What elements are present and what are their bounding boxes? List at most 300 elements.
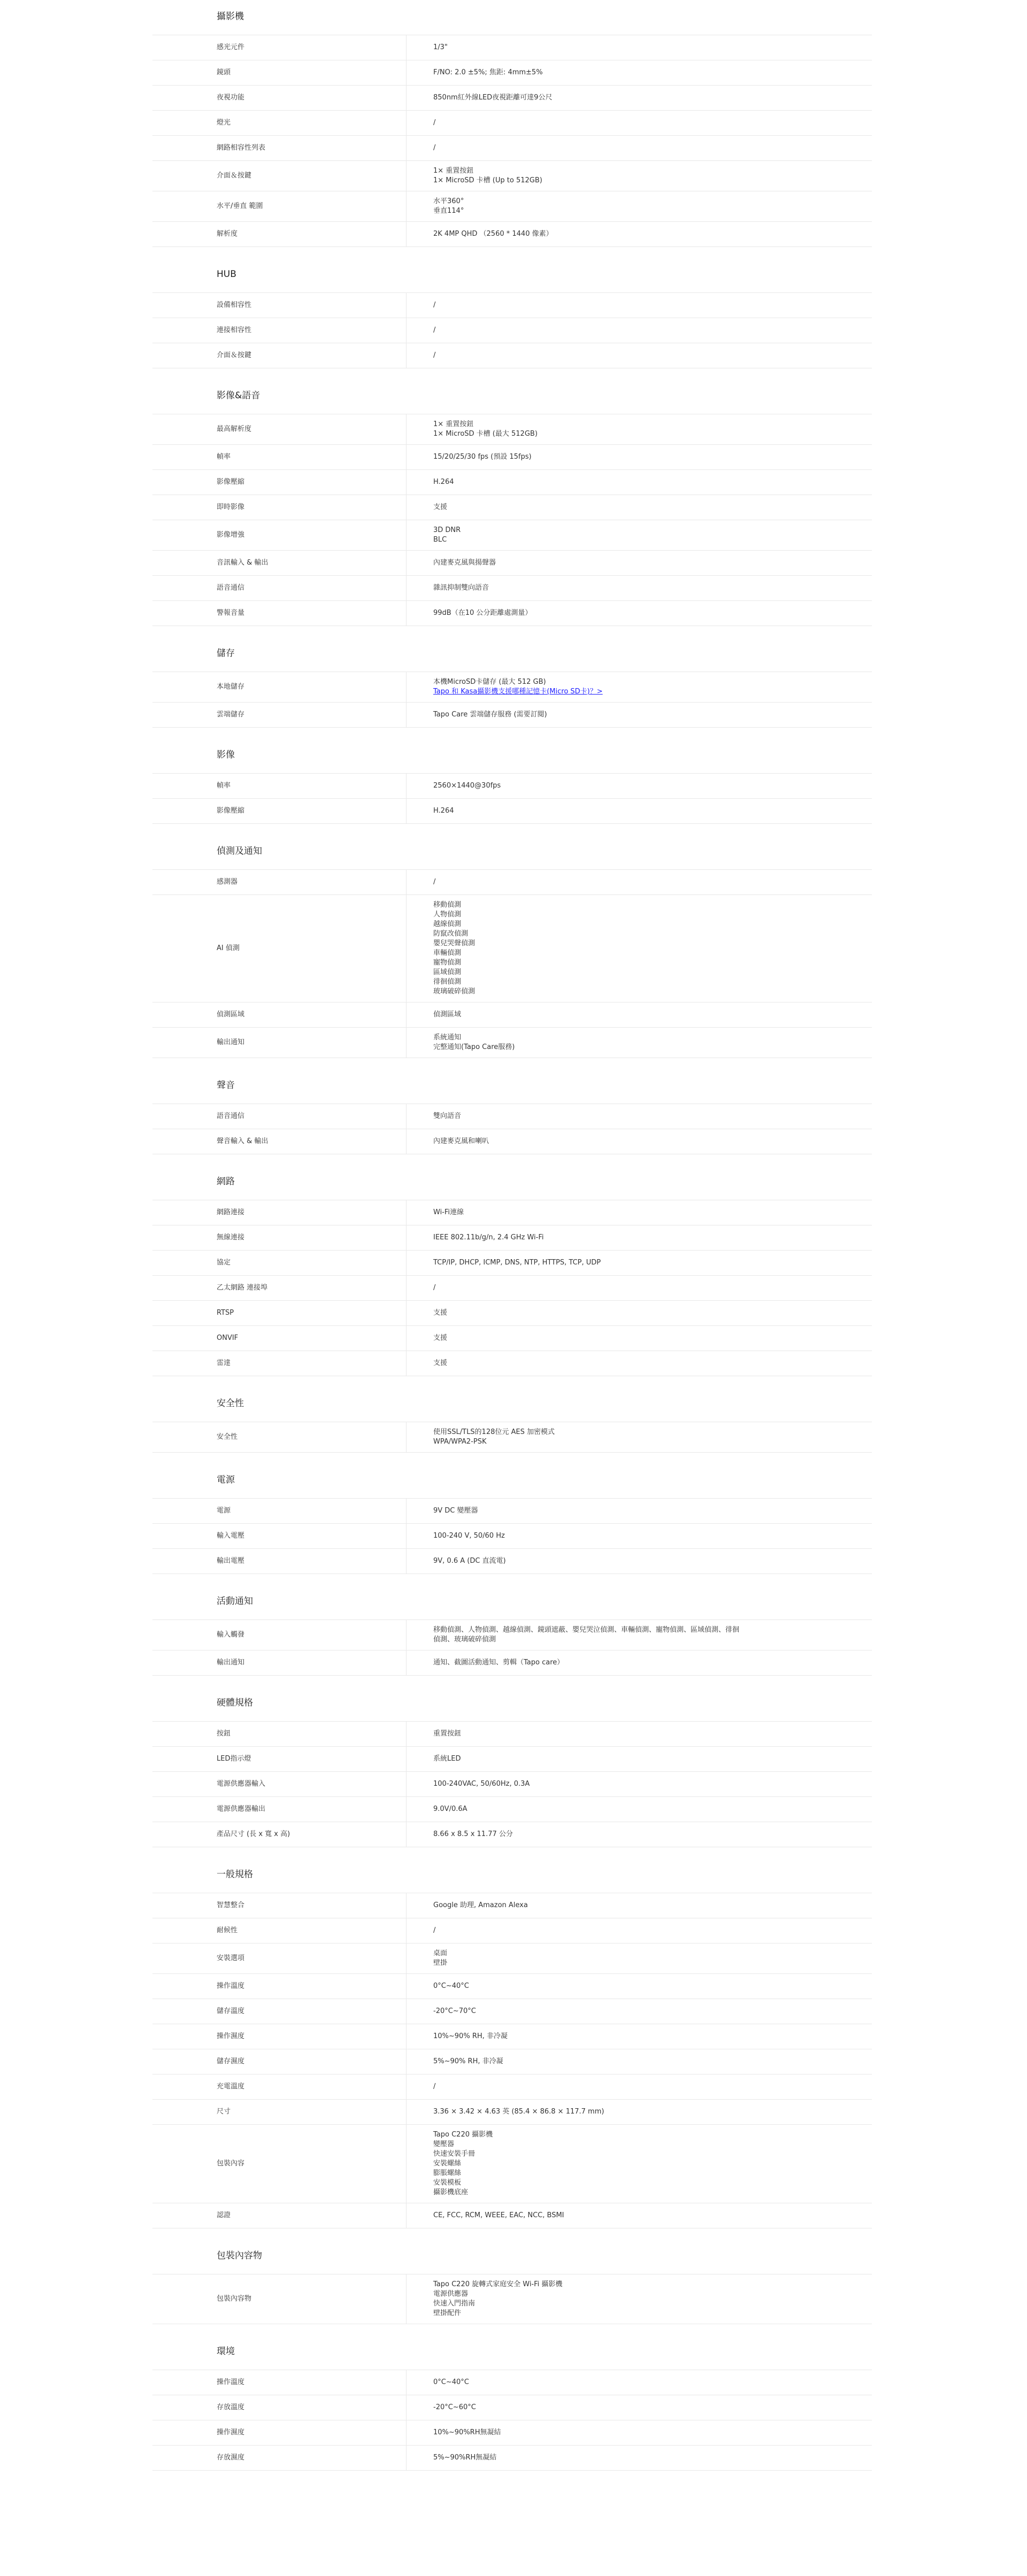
spec-value [407, 1351, 872, 1376]
spec-value [407, 1422, 872, 1452]
spec-label: 感光元件 [152, 35, 407, 60]
spec-value [407, 1225, 872, 1250]
spec-value-line: 1× 重置按鈕 [433, 420, 474, 428]
spec-value-line: IEEE 802.11b/g/n, 2.4 GHz Wi-Fi [433, 1233, 544, 1241]
spec-section [152, 1697, 872, 1847]
spec-label: 電源供應器輸入 [152, 1772, 407, 1796]
spec-section [152, 1474, 872, 1574]
spec-row [152, 1028, 872, 1058]
section-title: 安全性 [152, 1398, 872, 1422]
spec-label: 包裝內容 [152, 2125, 407, 2203]
spec-value [407, 470, 872, 495]
spec-value [407, 1974, 872, 1999]
spec-value-line: 完整通知(Tapo Care服務) [433, 1043, 515, 1051]
spec-label: 輸出電壓 [152, 1549, 407, 1574]
section-title: 環境 [152, 2346, 872, 2370]
spec-value-line: 越線偵測 [433, 920, 462, 928]
spec-row [152, 35, 872, 60]
spec-value [407, 1104, 872, 1129]
spec-row [152, 2274, 872, 2324]
spec-section [152, 1869, 872, 2228]
spec-row [152, 161, 872, 191]
spec-value [407, 2100, 872, 2124]
spec-section [152, 749, 872, 824]
spec-value-line: 重置按鈕 [433, 1730, 462, 1738]
spec-value-line: 變壓器 [433, 2140, 455, 2148]
spec-row [152, 1651, 872, 1676]
spec-label: 產品尺寸 (長 x 寬 x 高) [152, 1822, 407, 1847]
spec-label: 輸出通知 [152, 1028, 407, 1058]
spec-label: 充電溫度 [152, 2074, 407, 2099]
section-title: 電源 [152, 1474, 872, 1499]
spec-label: 網路連接 [152, 1200, 407, 1225]
spec-value-line: 玻璃破碎偵測 [433, 988, 476, 996]
spec-section [152, 647, 872, 728]
spec-row [152, 1251, 872, 1276]
spec-value-line: 快速安裝手冊 [433, 2150, 476, 2158]
spec-section [152, 268, 872, 368]
spec-section [152, 1398, 872, 1453]
spec-value [407, 222, 872, 246]
spec-value [407, 870, 872, 894]
spec-row [152, 2024, 872, 2049]
spec-label: 輸入觸發 [152, 1620, 407, 1650]
spec-value-line: TCP/IP, DHCP, ICMP, DNS, NTP, HTTPS, TCP, UDP [433, 1259, 601, 1267]
spec-value [407, 2395, 872, 2420]
spec-label: 安裝選項 [152, 1943, 407, 1973]
spec-label: 存放濕度 [152, 2446, 407, 2470]
spec-label: 智慧整合 [152, 1893, 407, 1918]
spec-value [407, 1797, 872, 1822]
section-title: 硬體規格 [152, 1697, 872, 1722]
spec-label: 音訊輸入 & 輸出 [152, 551, 407, 575]
spec-label: 儲存溫度 [152, 1999, 407, 2024]
spec-row [152, 2049, 872, 2074]
spec-label: 操作濕度 [152, 2420, 407, 2445]
spec-value-line: 通知、截圖活動通知、剪輯（Tapo care） [433, 1659, 564, 1667]
spec-row [152, 222, 872, 247]
spec-value-line: 3D DNR [433, 526, 461, 534]
spec-value-line: 0°C~40°C [433, 1982, 469, 1990]
spec-row [152, 1797, 872, 1822]
spec-value [407, 1499, 872, 1523]
spec-value-line: CE, FCC, RCM, WEEE, EAC, NCC, BSMI [433, 2211, 564, 2219]
spec-row [152, 2420, 872, 2446]
spec-value-line: / [433, 326, 436, 334]
spec-row [152, 1276, 872, 1301]
spec-value-line: 系統通知 [433, 1034, 462, 1042]
spec-value-line: Wi-Fi連線 [433, 1208, 464, 1216]
spec-row [152, 774, 872, 799]
spec-value-line: 垂直114° [433, 207, 464, 215]
spec-row [152, 601, 872, 626]
spec-row [152, 1893, 872, 1918]
spec-value [407, 2274, 872, 2324]
spec-value-line: 支援 [433, 503, 448, 511]
spec-value [407, 2370, 872, 2395]
spec-value-line: 壁掛 [433, 1959, 448, 1967]
spec-row [152, 495, 872, 520]
spec-value-line: / [433, 351, 436, 359]
spec-label: 存放溫度 [152, 2395, 407, 2420]
spec-value [407, 1002, 872, 1027]
spec-row [152, 1225, 872, 1251]
spec-value [407, 1129, 872, 1154]
spec-row [152, 551, 872, 576]
spec-value-line: 安裝模板 [433, 2179, 462, 2187]
spec-label: RTSP [152, 1301, 407, 1325]
spec-value-line: 人物偵測 [433, 911, 462, 919]
spec-value-line: / [433, 1926, 436, 1934]
section-title: 一般規格 [152, 1869, 872, 1893]
spec-value [407, 2446, 872, 2470]
spec-value-line: 支援 [433, 1359, 448, 1367]
spec-section [152, 1079, 872, 1154]
spec-value-line: 雙向語音 [433, 1112, 462, 1120]
spec-value [407, 1772, 872, 1796]
spec-row [152, 2074, 872, 2100]
spec-row [152, 2100, 872, 2125]
spec-value [407, 293, 872, 318]
spec-section [152, 1176, 872, 1376]
spec-label: 最高解析度 [152, 414, 407, 444]
spec-value-line: / [433, 119, 436, 127]
spec-value-line: / [433, 878, 436, 886]
spec-value-line: / [433, 2083, 436, 2091]
spec-row [152, 86, 872, 111]
spec-row [152, 1351, 872, 1376]
spec-label: 儲存濕度 [152, 2049, 407, 2074]
spec-value [407, 35, 872, 60]
spec-value-line: F/NO: 2.0 ±5%; 焦距: 4mm±5% [433, 68, 543, 76]
spec-value-line: 防竄改偵測 [433, 930, 469, 938]
spec-value [407, 1301, 872, 1325]
section-title: 包裝內容物 [152, 2250, 872, 2274]
spec-label: 感測器 [152, 870, 407, 894]
spec-row [152, 520, 872, 551]
spec-value-line: 9V, 0.6 A (DC 直流電) [433, 1557, 506, 1565]
spec-section [152, 11, 872, 247]
spec-value-line: 5%~90%RH無凝結 [433, 2454, 497, 2462]
spec-value-line: 偵測、玻璃破碎偵測 [433, 1636, 496, 1644]
spec-label: 解析度 [152, 222, 407, 246]
spec-value [407, 1549, 872, 1574]
spec-value-line: 9V DC 變壓器 [433, 1507, 478, 1515]
spec-value-line: 嬰兒哭聲偵測 [433, 939, 476, 947]
spec-row [152, 2203, 872, 2228]
spec-value [407, 1918, 872, 1943]
spec-value [407, 1943, 872, 1973]
spec-label: 雲端儲存 [152, 703, 407, 727]
memory-card-support-link[interactable]: Tapo 和 Kasa攝影機支援哪種記憶卡(Micro SD卡)？> [433, 688, 603, 696]
spec-row [152, 799, 872, 824]
spec-row [152, 1620, 872, 1651]
spec-value-line: BLC [433, 536, 447, 544]
spec-value [407, 1722, 872, 1746]
section-title: 網路 [152, 1176, 872, 1200]
spec-value [407, 1524, 872, 1548]
spec-value [407, 576, 872, 600]
spec-label: 語音通信 [152, 576, 407, 600]
spec-value-line: 偵測區域 [433, 1011, 462, 1019]
spec-row [152, 414, 872, 445]
spec-value [407, 1651, 872, 1675]
spec-row [152, 576, 872, 601]
spec-value-line: H.264 [433, 807, 454, 815]
spec-value-line: 雜訊抑制雙向語音 [433, 584, 489, 592]
spec-label: 幀率 [152, 774, 407, 798]
spec-row [152, 870, 872, 895]
spec-value [407, 520, 872, 550]
spec-value [407, 1251, 872, 1275]
spec-row [152, 1200, 872, 1225]
spec-label: 操作濕度 [152, 2024, 407, 2049]
spec-value [407, 2125, 872, 2203]
spec-label: 電源供應器輸出 [152, 1797, 407, 1822]
spec-label: 即時影像 [152, 495, 407, 520]
spec-value [407, 1326, 872, 1351]
spec-value [407, 445, 872, 469]
spec-row [152, 470, 872, 495]
spec-label: 安全性 [152, 1422, 407, 1452]
spec-value [407, 495, 872, 520]
spec-value-line: 1× MicroSD 卡槽 (Up to 512GB) [433, 176, 542, 184]
spec-row [152, 2446, 872, 2471]
spec-label: 燈光 [152, 111, 407, 135]
spec-label: 雷達 [152, 1351, 407, 1376]
spec-row [152, 2370, 872, 2395]
spec-row [152, 318, 872, 343]
spec-value-line: 內建麥克風與揚聲器 [433, 559, 496, 567]
spec-row [152, 2125, 872, 2203]
spec-label: ONVIF [152, 1326, 407, 1351]
spec-value [407, 672, 872, 702]
spec-value-line: 徘徊偵測 [433, 978, 462, 986]
spec-label: 乙太網路 連接埠 [152, 1276, 407, 1300]
spec-value-line: 850nm紅外線LED夜視距離可達9公尺 [433, 94, 553, 102]
spec-row [152, 1918, 872, 1943]
spec-section [152, 2250, 872, 2324]
spec-row [152, 895, 872, 1002]
spec-label: 耐候性 [152, 1918, 407, 1943]
spec-row [152, 1974, 872, 1999]
spec-label: 夜視功能 [152, 86, 407, 110]
spec-label: 本地儲存 [152, 672, 407, 702]
spec-value [407, 2203, 872, 2228]
spec-row [152, 1104, 872, 1129]
spec-value-line: Tapo Care 雲端儲存服務 (需要訂閱) [433, 711, 547, 719]
spec-label: 輸出通知 [152, 1651, 407, 1675]
spec-value-line: 壁掛配件 [433, 2309, 462, 2317]
spec-value-line: Google 助理, Amazon Alexa [433, 1901, 528, 1909]
spec-label: 操作溫度 [152, 2370, 407, 2395]
spec-value [407, 111, 872, 135]
section-title: 偵測及通知 [152, 845, 872, 870]
spec-value-line: 攝影機底座 [433, 2188, 469, 2196]
spec-value-line: 水平360° [433, 197, 464, 205]
spec-value-line: -20°C~60°C [433, 2403, 476, 2411]
spec-row [152, 111, 872, 136]
section-title: 影像 [152, 749, 872, 774]
spec-value-line: 支援 [433, 1334, 448, 1342]
spec-row [152, 1326, 872, 1351]
spec-value [407, 2420, 872, 2445]
spec-label: 影像壓縮 [152, 799, 407, 823]
spec-value [407, 2074, 872, 2099]
spec-row [152, 1747, 872, 1772]
section-title: 聲音 [152, 1079, 872, 1104]
spec-value-line: 0°C~40°C [433, 2378, 469, 2386]
spec-row [152, 1002, 872, 1028]
spec-label: 認證 [152, 2203, 407, 2228]
spec-label: 連接相容性 [152, 318, 407, 343]
spec-value [407, 601, 872, 626]
section-title: 活動通知 [152, 1595, 872, 1620]
spec-row [152, 191, 872, 222]
spec-row [152, 293, 872, 318]
spec-section [152, 845, 872, 1058]
spec-value-line: Tapo C220 旋轉式家庭安全 Wi-Fi 攝影機 [433, 2280, 563, 2288]
spec-value [407, 1893, 872, 1918]
spec-label: 介面＆按鍵 [152, 161, 407, 191]
spec-label: 操作溫度 [152, 1974, 407, 1999]
spec-label: 聲音輸入 & 輸出 [152, 1129, 407, 1154]
spec-row [152, 672, 872, 703]
spec-value [407, 895, 872, 1002]
section-title: 影像&語音 [152, 390, 872, 414]
spec-value [407, 551, 872, 575]
spec-label: LED指示燈 [152, 1747, 407, 1771]
spec-value-line: 區域偵測 [433, 968, 462, 976]
spec-row [152, 1422, 872, 1453]
spec-row [152, 136, 872, 161]
spec-value-line: 移動偵測、人物偵測、越線偵測、鏡頭遮蔽、嬰兒哭泣偵測、車輛偵測、寵物偵測、區域偵測、徘徊 [433, 1626, 740, 1634]
spec-value-line: 8.66 x 8.5 x 11.77 公分 [433, 1830, 513, 1838]
spec-value-line: 10%~90%RH無凝結 [433, 2428, 501, 2436]
spec-row [152, 1524, 872, 1549]
spec-value [407, 86, 872, 110]
spec-value [407, 136, 872, 160]
spec-value-line: 9.0V/0.6A [433, 1805, 467, 1813]
spec-value [407, 1999, 872, 2024]
spec-label: 網路相容性列表 [152, 136, 407, 160]
spec-row [152, 703, 872, 728]
spec-value [407, 799, 872, 823]
spec-value [407, 191, 872, 221]
spec-row [152, 1822, 872, 1847]
spec-value-line: 1× 重置按鈕 [433, 167, 474, 175]
spec-row [152, 1301, 872, 1326]
spec-label: 偵測區域 [152, 1002, 407, 1027]
spec-value-line: -20°C~70°C [433, 2007, 476, 2015]
spec-value [407, 1822, 872, 1847]
spec-value-line: / [433, 144, 436, 152]
spec-row [152, 1499, 872, 1524]
spec-value [407, 161, 872, 191]
spec-value-line: 99dB（在10 公分距離處測量） [433, 609, 532, 617]
spec-row [152, 1943, 872, 1974]
spec-row [152, 1999, 872, 2024]
spec-value-line: / [433, 1284, 436, 1292]
spec-value [407, 1276, 872, 1300]
spec-value-line: 10%~90% RH, 非冷凝 [433, 2032, 508, 2040]
spec-label: 尺寸 [152, 2100, 407, 2124]
spec-value [407, 318, 872, 343]
spec-label: 包裝內容物 [152, 2274, 407, 2324]
spec-table [152, 11, 872, 2492]
spec-value-line: 100-240 V, 50/60 Hz [433, 1532, 505, 1540]
spec-row [152, 445, 872, 470]
spec-value-line: 車輛偵測 [433, 949, 462, 957]
spec-label: 設備相容性 [152, 293, 407, 318]
spec-label: 幀率 [152, 445, 407, 469]
spec-value-line: 15/20/25/30 fps (預設 15fps) [433, 453, 532, 461]
spec-value-line: / [433, 301, 436, 309]
spec-value-line: 2K 4MP QHD （2560 * 1440 像素） [433, 230, 553, 238]
spec-label: AI 偵測 [152, 895, 407, 1002]
spec-row [152, 1549, 872, 1574]
spec-row [152, 1772, 872, 1797]
spec-label: 警報音量 [152, 601, 407, 626]
spec-value-line: H.264 [433, 478, 454, 486]
spec-value-line: 本機MicroSD卡儲存 (最大 512 GB) [433, 678, 546, 686]
spec-value-line: 移動偵測 [433, 901, 462, 909]
spec-value [407, 774, 872, 798]
spec-row [152, 343, 872, 368]
spec-value [407, 414, 872, 444]
section-title: 儲存 [152, 647, 872, 672]
spec-value [407, 1620, 872, 1650]
spec-label: 按鈕 [152, 1722, 407, 1746]
spec-value [407, 1747, 872, 1771]
spec-value [407, 60, 872, 85]
spec-value [407, 1028, 872, 1058]
spec-value-line: 寵物偵測 [433, 959, 462, 967]
spec-value-line: 1× MicroSD 卡槽 (最大 512GB) [433, 430, 538, 438]
section-title: HUB [152, 268, 872, 293]
spec-value [407, 343, 872, 368]
spec-value-line: 100-240VAC, 50/60Hz, 0.3A [433, 1780, 530, 1788]
spec-value [407, 2024, 872, 2049]
spec-value-line: 內建麥克風和喇叭 [433, 1137, 489, 1145]
spec-value-line: 2560×1440@30fps [433, 782, 501, 790]
spec-row [152, 60, 872, 86]
spec-label: 影像增強 [152, 520, 407, 550]
spec-value-line: 膨脹螺絲 [433, 2169, 462, 2177]
spec-value-line: 桌面 [433, 1949, 448, 1957]
spec-value-line: Tapo C220 攝影機 [433, 2131, 493, 2139]
spec-section [152, 2346, 872, 2471]
spec-section [152, 1595, 872, 1676]
spec-value-line: 快速入門指南 [433, 2300, 476, 2308]
spec-row [152, 1129, 872, 1154]
section-title: 攝影機 [152, 11, 872, 35]
spec-value-line: 安裝螺絲 [433, 2159, 462, 2168]
spec-value-line: 系統LED [433, 1755, 461, 1763]
spec-label: 無線連接 [152, 1225, 407, 1250]
spec-value-line: WPA/WPA2-PSK [433, 1438, 487, 1446]
spec-value [407, 1200, 872, 1225]
spec-value-line: 5%~90% RH, 非冷凝 [433, 2057, 503, 2065]
spec-label: 語音通信 [152, 1104, 407, 1129]
spec-value-line: 電源供應器 [433, 2290, 469, 2298]
spec-label: 電源 [152, 1499, 407, 1523]
spec-label: 輸入電壓 [152, 1524, 407, 1548]
spec-value-line: 支援 [433, 1309, 448, 1317]
spec-row [152, 2395, 872, 2420]
spec-value-line: 使用SSL/TLS的128位元 AES 加密模式 [433, 1428, 555, 1436]
spec-label: 介面＆按鍵 [152, 343, 407, 368]
